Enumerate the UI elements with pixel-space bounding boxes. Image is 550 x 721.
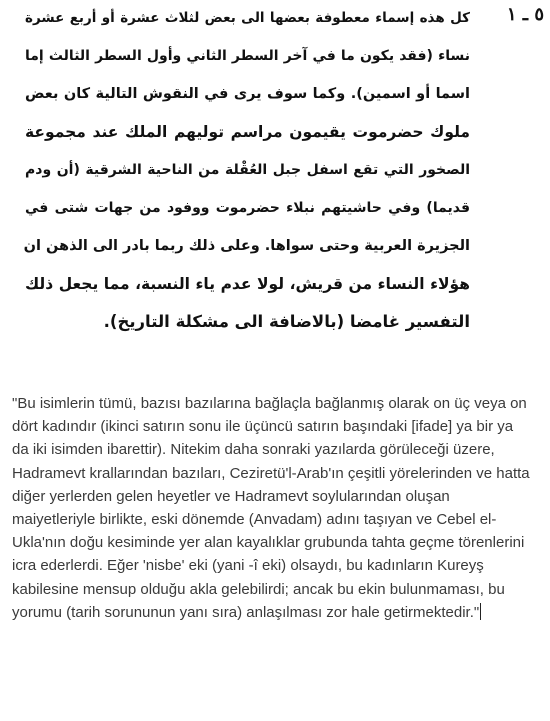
arabic-line-8: هؤلاء النساء من قريش، لولا عدم ياء النسبة، مما يجعل ذلك xyxy=(25,275,470,293)
arabic-line-3: اسما أو اسمين). وكما سوف يرى في النقوش التالية كان بعض xyxy=(25,86,470,102)
arabic-line-9: التفسير غامضا (بالاضافة الى مشكلة التاريخ). xyxy=(103,312,470,331)
arabic-line-5: الصخور التي تقع اسفل جبل العُقْلة من الناحية الشرقية (أن ودم xyxy=(25,162,470,178)
arabic-line-7: الجزيرة العربية وحتى سواها. وعلى ذلك ربما بادر الى الذهن ان xyxy=(23,238,470,254)
translation-text: "Bu isimlerin tümü, bazısı bazılarına bağlaçla bağlanmış olarak on üç veya on dört kadındır (ikinci satırın sonu ile üçüncü satırın başındaki [ifade] ya bir ya da iki isimden ibarettir). Nitekim daha sonraki yazılarda görüleceği üzere, Hadramevt krallarından bazıları, Ceziretü'l-Arab'ın çeşitli yörelerinden ve hatta diğer yerlerden gelen heyetler ve Hadramevt soylularından oluşan maiyetleriyle birlikte, eski dönemde (Anvadam) adını taşıyan ve Cebel el-Ukla'nın doğu kesiminde yer alan kayalıklar grubunda tahta geçme törenlerini icra ederlerdi. Eğer 'nisbe' eki (yani -î eki) olsaydı, bu kadınların Kureyş kabilesine mensup olduğu akla gelebilirdi; ancak bu ekin bulunmaması, bu yorumu (tarih sorununun yanı sıra) anlaşılması zor hale getirmektedir." xyxy=(12,395,530,621)
arabic-line-4: ملوك حضرموت يقيمون مراسم توليهم الملك عند مجموعة xyxy=(25,123,470,141)
translation-textarea[interactable] xyxy=(12,392,532,624)
paragraph-number: ٥ ـ ١ xyxy=(506,4,544,25)
arabic-line-6: قديما) وفي حاشيتهم نبلاء حضرموت ووفود من جهات شتى في xyxy=(25,200,470,216)
arabic-line-2: نساء (فقد يكون ما في آخر السطر الثاني وأول السطر الثالث إما xyxy=(25,48,470,64)
text-cursor xyxy=(480,603,481,620)
arabic-line-1: كل هذه إسماء معطوفة بعضها الى بعض لثلاث عشرة أو أربع عشرة xyxy=(25,10,470,26)
